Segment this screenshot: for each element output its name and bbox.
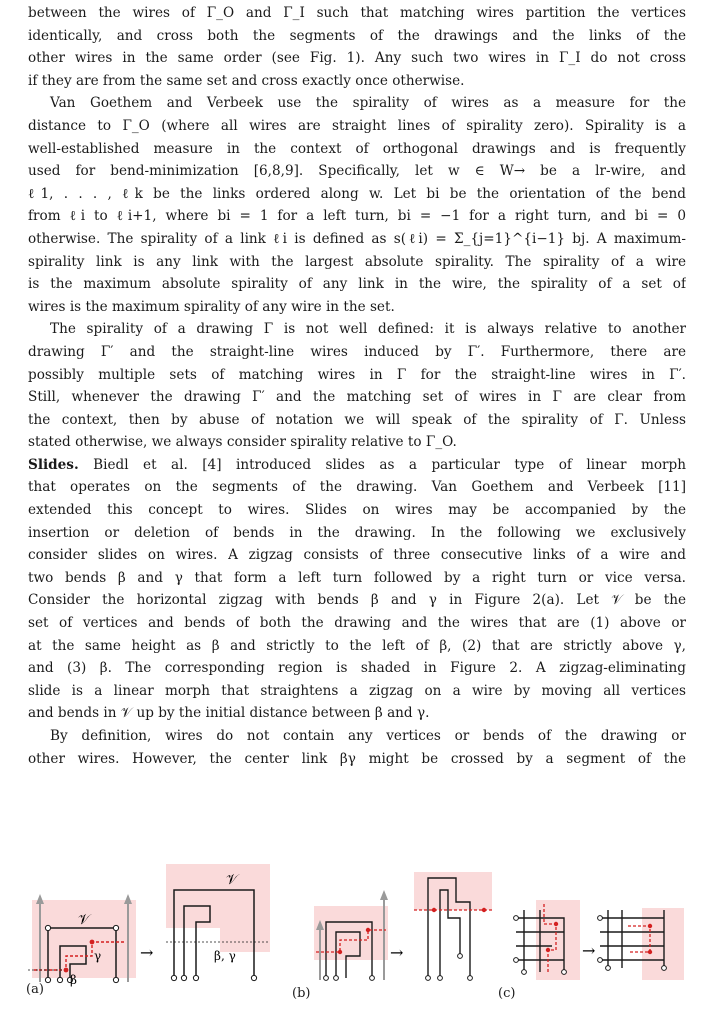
vertex bbox=[606, 966, 611, 971]
text-line: if they are from the same set and cross exactly once otherwise. bbox=[28, 72, 465, 89]
text-line: extended this concept to wires. Slides on wires may be accompanied by the bbox=[28, 502, 686, 519]
text-line: drawing Γ′ and the straight-line wires induced by Γ′. Furthermore, there are bbox=[28, 343, 686, 360]
beta-gamma-label: β, γ bbox=[214, 949, 236, 963]
text-line: stated otherwise, we always consider spirality relative to Γ_O. bbox=[28, 434, 457, 451]
text-line: consider slides on wires. A zigzag consists of three consecutive links of a wire and bbox=[28, 547, 686, 564]
text-line: used for bend-minimization [6,8,9]. Specifically, let w ∈ W→ be a lr-wire, and bbox=[28, 163, 686, 180]
vertex bbox=[438, 976, 443, 981]
morph-arrow-icon: → bbox=[582, 941, 596, 960]
vertex bbox=[370, 976, 375, 981]
vertex bbox=[113, 977, 118, 982]
vertex bbox=[514, 916, 519, 921]
text-line: from ℓi to ℓi+1, where bi = 1 for a left turn, bi = −1 for a right turn, and bi = 0 bbox=[28, 208, 686, 225]
bend-point bbox=[648, 924, 652, 928]
bend-point bbox=[432, 908, 436, 912]
text-line: wires is the maximum spirality of any wire in the set. bbox=[28, 298, 395, 315]
paragraph-1 bbox=[28, 2, 686, 92]
subfigure-label-c: (c) bbox=[498, 986, 516, 1001]
paragraph-4 bbox=[28, 454, 686, 725]
vertex bbox=[181, 975, 186, 980]
vertex bbox=[193, 975, 198, 980]
figure-2 bbox=[24, 860, 684, 1020]
paper-body bbox=[28, 2, 686, 770]
figure-drawing bbox=[24, 860, 684, 1020]
paragraph-3 bbox=[28, 318, 686, 454]
vertex bbox=[324, 976, 329, 981]
text-line: insertion or deletion of bends in the drawing. In the following we exclusively bbox=[28, 524, 686, 541]
vertex bbox=[45, 925, 50, 930]
bend-point bbox=[64, 968, 69, 973]
text-line bbox=[28, 454, 686, 477]
vertex bbox=[113, 925, 118, 930]
vertex bbox=[662, 966, 667, 971]
run-in-heading: Slides. bbox=[28, 456, 79, 473]
text-line: other wires in the same order (see Fig. 1). Any such two wires in Γ_I do not cross bbox=[28, 50, 686, 67]
text-line: Still, whenever the drawing Γ′ and the matching set of wires in Γ are clear from bbox=[28, 389, 686, 406]
bend-point bbox=[648, 950, 652, 954]
vertex bbox=[598, 958, 603, 963]
bend-point bbox=[546, 948, 550, 952]
text-line: between the wires of Γ_O and Γ_I such that matching wires partition the vertices bbox=[28, 5, 686, 21]
subfigure-label-b: (b) bbox=[292, 986, 311, 1001]
text-line: By definition, wires do not contain any vertices or bends of the drawing or bbox=[50, 728, 686, 744]
bend-point bbox=[482, 908, 486, 912]
subfigure-label-a: (a) bbox=[26, 982, 44, 997]
beta-label: β bbox=[70, 973, 77, 987]
bend-point bbox=[90, 940, 95, 945]
arrow-head-icon bbox=[380, 890, 388, 900]
vertex bbox=[598, 916, 603, 921]
text-line: distance to Γ_O (where all wires are straight lines of spirality zero). Spirality is a bbox=[28, 117, 686, 134]
shaded-region bbox=[536, 900, 580, 980]
text-line: is the maximum absolute spirality of any link in the wire, the spirality of a set of bbox=[28, 276, 686, 293]
text-line: slide is a linear morph that straightens a zigzag on a wire by moving all vertices bbox=[28, 682, 686, 699]
text-line: well-established measure in the context of orthogonal drawings and is frequently bbox=[28, 140, 686, 157]
bend-point bbox=[338, 950, 342, 954]
text-line: and bends in 𝒱 up by the initial distance between β and γ. bbox=[28, 705, 430, 722]
text-line: possibly multiple sets of matching wires in Γ for the straight-line wires in Γ′. bbox=[28, 366, 686, 383]
set-V-label: 𝒱 bbox=[78, 912, 90, 928]
vertex bbox=[562, 970, 567, 975]
paragraph-5 bbox=[28, 725, 686, 770]
morph-arrow-icon: → bbox=[140, 943, 154, 962]
text-line: ℓ1, . . . , ℓk be the links ordered along w. Let bi be the orientation of the bend bbox=[28, 185, 686, 202]
arrow-head-icon bbox=[124, 894, 132, 904]
text-line: set of vertices and bends of both the drawing and the wires that are (1) above or bbox=[28, 615, 686, 632]
text-line: otherwise. The spirality of a link ℓi is defined as s(ℓi) = Σ_{j=1}^{i−1} bj. A maximum- bbox=[28, 230, 686, 247]
text-line: spirality link is any link with the largest absolute spirality. The spirality of a wire bbox=[28, 253, 686, 270]
vertex bbox=[514, 958, 519, 963]
morph-arrow-icon: → bbox=[390, 943, 404, 962]
text-line: at the same height as β and strictly to the left of β, (2) that are strictly above γ, bbox=[28, 637, 686, 654]
vertex bbox=[45, 977, 50, 982]
vertex bbox=[251, 975, 256, 980]
set-V-label: 𝒱 bbox=[226, 872, 238, 888]
text-line: Consider the horizontal zigzag with bends β and γ in Figure 2(a). Let 𝒱 be the bbox=[28, 592, 686, 609]
vertex bbox=[522, 970, 527, 975]
paragraph-2 bbox=[28, 92, 686, 318]
text-line: identically, and cross both the segments of the drawings and the links of the bbox=[28, 27, 686, 44]
text-line: The spirality of a drawing Γ is not well defined: it is always relative to another bbox=[50, 321, 686, 338]
vertex bbox=[334, 976, 339, 981]
text-line: and (3) β. The corresponding region is shaded in Figure 2. A zigzag-eliminating bbox=[28, 660, 686, 677]
gamma-label: γ bbox=[94, 949, 102, 963]
vertex bbox=[458, 954, 463, 959]
bend-point bbox=[554, 922, 558, 926]
text-line: that operates on the segments of the drawing. Van Goethem and Verbeek [11] bbox=[28, 479, 686, 496]
arrow-head-icon bbox=[36, 894, 44, 904]
shaded-region bbox=[314, 906, 388, 960]
text-line: other wires. However, the center link βγ might be crossed by a segment of the bbox=[28, 750, 686, 767]
text-line: Van Goethem and Verbeek use the spirality of wires as a measure for the bbox=[50, 95, 686, 112]
vertex bbox=[57, 977, 62, 982]
vertex bbox=[426, 976, 431, 981]
text-run: Biedl et al. [4] introduced slides as a particular type of linear morph bbox=[78, 456, 686, 473]
vertex bbox=[171, 975, 176, 980]
text-line: two bends β and γ that form a left turn followed by a right turn or vice versa. bbox=[28, 569, 686, 586]
vertex bbox=[468, 976, 473, 981]
text-line: the context, then by abuse of notation we will speak of the spirality of Γ. Unless bbox=[28, 411, 686, 428]
bend-point bbox=[366, 928, 370, 932]
